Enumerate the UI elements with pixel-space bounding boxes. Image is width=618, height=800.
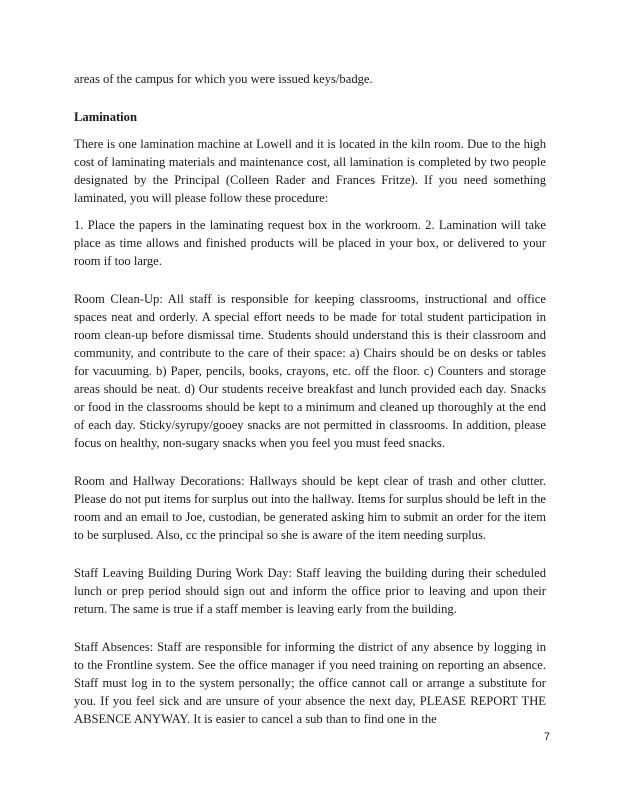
staff-absences-paragraph: Staff Absences: Staff are responsible for informing the district of any absence by logging in to the Frontline system. See the office manager if you need training on reporting an absence. Staff must log in to the system personally; the office cannot call or arrange a substitute for you. If you feel sick and are unsure of your absence the next day, PLEASE REPORT THE ABSENCE ANYWAY. It is easier to cancel a sub than to find one in the <box>74 640 546 726</box>
spacer <box>74 618 546 638</box>
page-content <box>74 70 546 728</box>
page-number: 7 <box>543 731 550 743</box>
spacer <box>74 126 546 135</box>
staff-leaving-paragraph: Staff Leaving Building During Work Day: Staff leaving the building during their scheduled lunch or prep period should sign out and inform the office prior to leaving and upon their return. The same is true if a staff member is leaving early from the building. <box>74 566 546 616</box>
spacer <box>74 88 546 108</box>
spacer <box>74 544 546 564</box>
lamination-paragraph: There is one lamination machine at Lowell and it is located in the kiln room. Due to the high cost of laminating materials and maintenance cost, all lamination is completed by two people designated by the Principal (Colleen Rader and Frances Fritze). If you need something laminated, you will please follow these procedure: <box>74 137 546 205</box>
spacer <box>74 270 546 290</box>
lamination-procedure-paragraph: 1. Place the papers in the laminating request box in the workroom. 2. Lamination will take place as time allows and finished products will be placed in your box, or delivered to your room if too large. <box>74 218 546 268</box>
hallway-decorations-paragraph: Room and Hallway Decorations: Hallways should be kept clear of trash and other clutter. Please do not put items for surplus out into the hallway. Items for surplus should be left in the room and an email to Joe, custodian, be generated asking him to submit an order for the item to be surplused. Also, cc the principal so she is aware of the item needing surplus. <box>74 474 546 542</box>
intro-line: areas of the campus for which you were issued keys/badge. <box>74 72 373 86</box>
section-heading-lamination: Lamination <box>74 110 137 124</box>
spacer <box>74 452 546 472</box>
room-cleanup-paragraph: Room Clean-Up: All staff is responsible for keeping classrooms, instructional and office spaces neat and orderly. A special effort needs to be made for total student participation in room clean-up before dismissal time. Students should understand this is their classroom and community, and contribute to the care of their space: a) Chairs should be on desks or tables for vacuuming. b) Paper, pencils, books, crayons, etc. off the floor. c) Counters and storage areas should be neat. d) Our students receive breakfast and lunch provided each day. Snacks or food in the classrooms should be kept to a minimum and cleaned up thoroughly at the end of each day. Sticky/syrupy/gooey snacks are not permitted in classrooms. In addition, please focus on healthy, non-sugary snacks when you feel you must feed snacks. <box>74 292 546 450</box>
spacer <box>74 207 546 216</box>
